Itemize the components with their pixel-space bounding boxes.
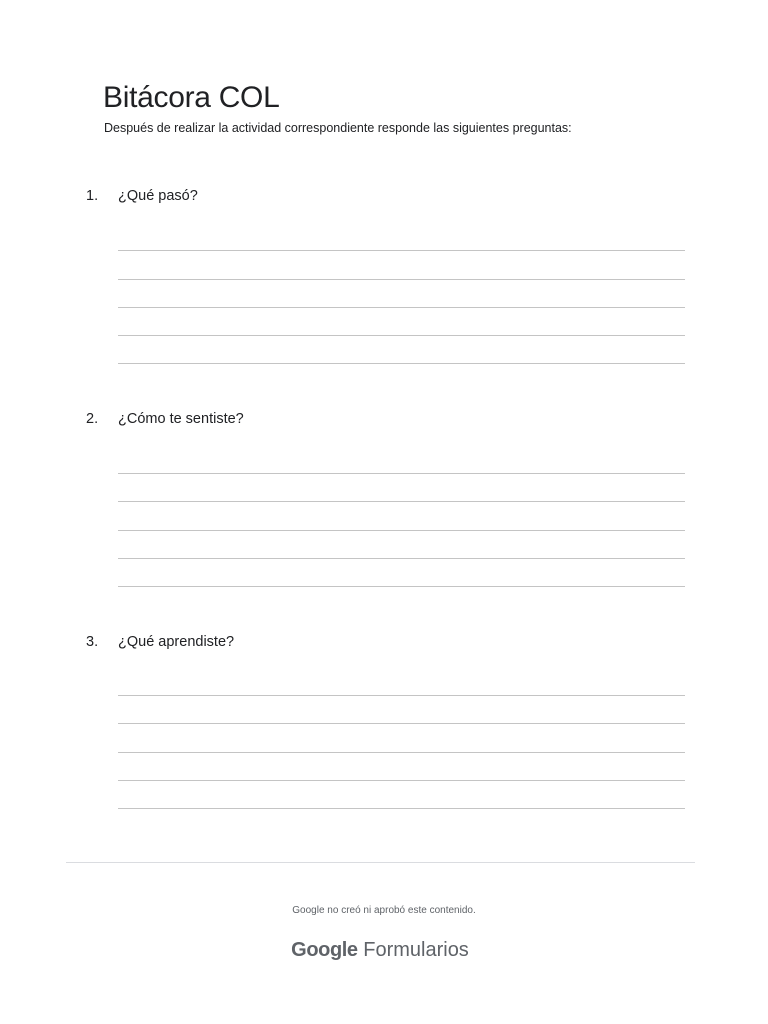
answer-line[interactable] (118, 558, 685, 559)
question-number: 2. (86, 411, 99, 427)
logo-product: Formularios (363, 939, 469, 961)
answer-line[interactable] (118, 530, 685, 531)
question-number: 1. (86, 188, 99, 204)
form-title: Bitácora COL (103, 81, 280, 114)
google-forms-logo (0, 937, 760, 963)
answer-line[interactable] (118, 723, 685, 724)
answer-line[interactable] (118, 250, 685, 251)
answer-line[interactable] (118, 501, 685, 502)
footer-divider (66, 862, 695, 863)
answer-line[interactable] (118, 695, 685, 696)
question-text: ¿Qué aprendiste? (118, 634, 235, 650)
answer-line[interactable] (118, 752, 685, 753)
answer-line[interactable] (118, 808, 685, 809)
form-description: Después de realizar la actividad correspondiente responde las siguientes preguntas: (104, 121, 572, 135)
question-text: ¿Qué pasó? (118, 188, 198, 204)
answer-line[interactable] (118, 473, 685, 474)
answer-line[interactable] (118, 780, 685, 781)
answer-line[interactable] (118, 335, 685, 336)
question-text: ¿Cómo te sentiste? (118, 411, 244, 427)
logo-brand: Google (291, 939, 358, 961)
answer-line[interactable] (118, 363, 685, 364)
footer-disclaimer: Google no creó ni aprobó este contenido. (292, 905, 476, 916)
answer-line[interactable] (118, 279, 685, 280)
answer-line[interactable] (118, 586, 685, 587)
answer-line[interactable] (118, 307, 685, 308)
question-number: 3. (86, 634, 99, 650)
